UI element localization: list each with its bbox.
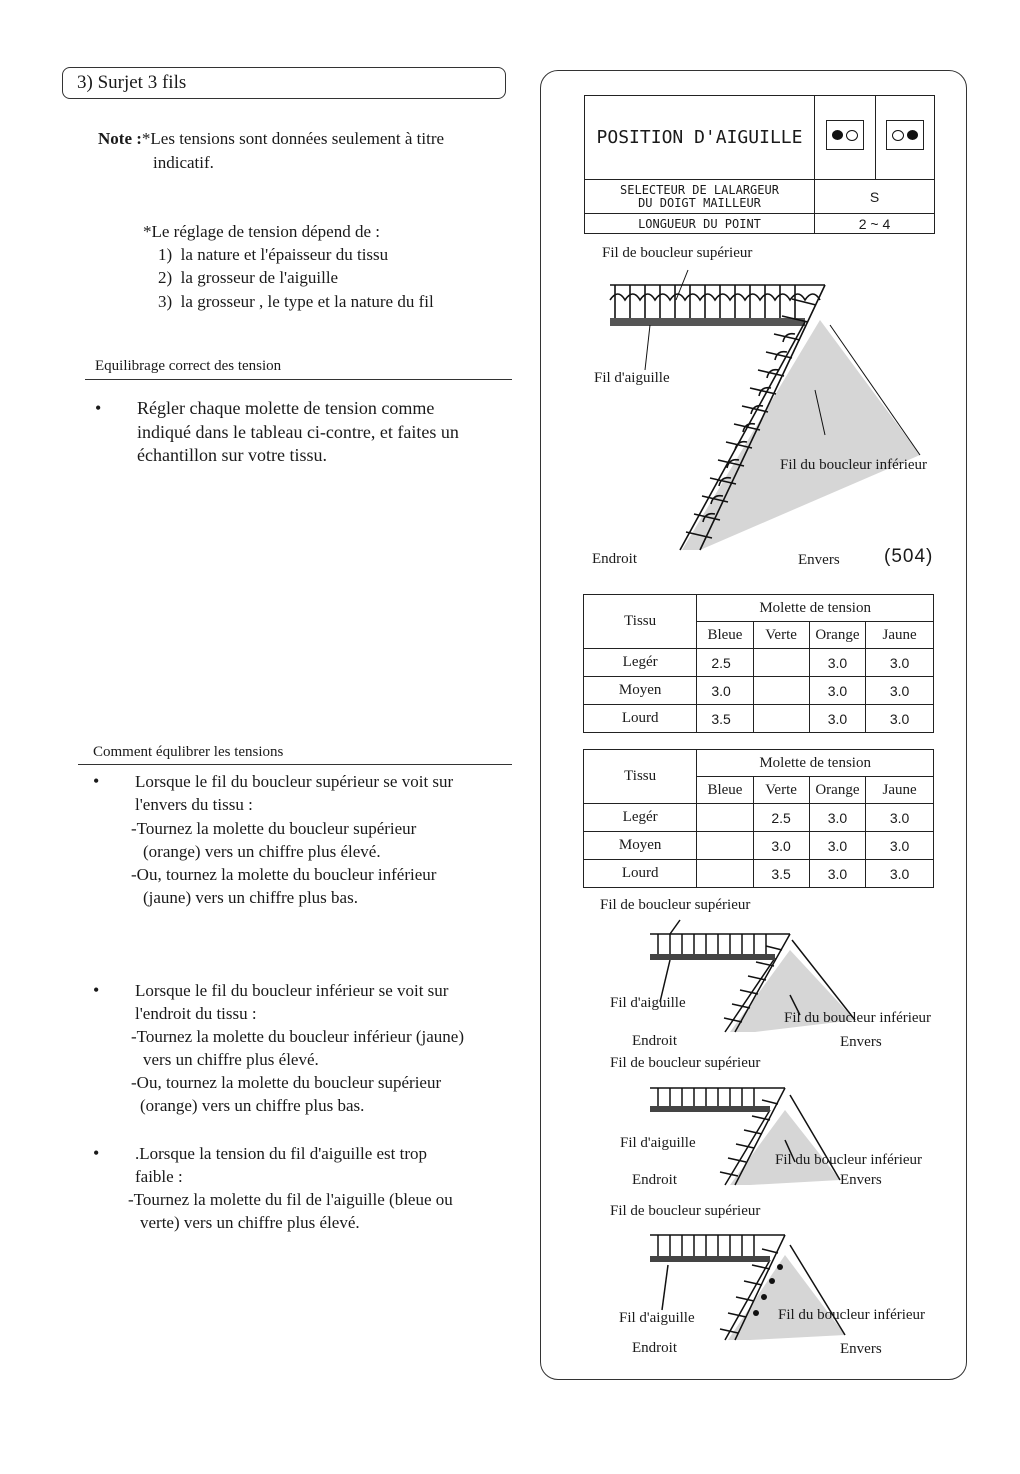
t1-cell [753,705,809,733]
t2-cell: 3.0 [866,832,934,860]
comment-b3-line-2: faible : [135,1167,183,1186]
equilibrage-line-1: Régler chaque molette de tension comme [137,398,435,418]
t1-col-bleue: Bleue [697,622,753,649]
needle-left-cell [815,96,876,180]
table-row [584,677,934,705]
main-needle-line [610,318,805,326]
equilibrage-heading: Equilibrage correct des tension [95,358,282,374]
small2-label-endroit: Endroit [632,1172,677,1188]
tension-table-1 [583,594,934,733]
t1-cell [753,649,809,677]
t1-cell: 3.0 [809,677,866,705]
small1-label-upper: Fil de boucleur supérieur [600,897,751,913]
t2-cell: 3.0 [753,832,809,860]
main-seam-horizontal [610,285,825,322]
table-row [584,649,934,677]
equilibrage-line-3: échantillon sur votre tissu. [137,445,327,465]
small2-label-lower: Fil du boucleur inférieur [775,1152,923,1168]
reglage-item-2-num: 2) [158,268,173,287]
needle-right-cell [876,96,935,180]
table-row [584,705,934,733]
main-label-lower: Fil du boucleur inférieur [780,457,928,473]
t2-row-name: Moyen [584,832,697,860]
longueur-label: LONGUEUR DU POINT [585,214,815,234]
selecteur-label [585,180,815,214]
comment-b2-line-2: l'endroit du tissu : [135,1004,257,1023]
longueur-value: 2 ~ 4 [815,214,935,234]
comment-b3-line-4: verte) vers un chiffre plus élevé. [140,1213,360,1232]
small2-label-needle: Fil d'aiguille [620,1135,696,1151]
t2-cell: 3.0 [809,860,866,888]
main-label-envers: Envers [798,552,840,568]
small2-label-upper: Fil de boucleur supérieur [610,1055,761,1071]
equilibrage-rule [85,379,512,380]
selecteur-label-2: DU DOIGT MAILLEUR [638,195,761,210]
t2-cell: 3.0 [866,860,934,888]
needle-right-position-icon [886,120,924,150]
small1-label-endroit: Endroit [632,1033,677,1049]
comment-b2-line-5: -Ou, tournez la molette du boucleur supérieur [131,1073,442,1092]
t2-row-name: Lourd [584,860,697,888]
selecteur-label-1: SELECTEUR DE LALARGEUR [620,182,779,197]
t1-cell: 3.0 [866,649,934,677]
t2-tissu-header: Tissu [584,750,697,804]
comment-b1-line-3: -Tournez la molette du boucleur supérieur [131,819,417,838]
t1-cell: 3.5 [697,705,753,733]
t1-molette-header: Molette de tension [697,595,934,622]
comment-b2-line-6: (orange) vers un chiffre plus bas. [140,1096,365,1115]
t2-cell [697,804,753,832]
reglage-item-2 [158,266,338,289]
small3-label-needle: Fil d'aiguille [619,1310,695,1326]
reglage-intro: *Le réglage de tension dépend de : [143,222,380,241]
reglage-item-1 [158,243,388,266]
comment-b1-line-5: -Ou, tournez la molette du boucleur inférieur [131,865,437,884]
small2-label-envers: Envers [840,1172,882,1188]
small1-label-envers: Envers [840,1034,882,1050]
table-row [584,804,934,832]
t2-cell: 3.5 [753,860,809,888]
t2-col-orange: Orange [809,777,866,804]
comment-bullet-1: • [93,771,100,791]
t2-cell: 2.5 [753,804,809,832]
comment-b1-line-1: Lorsque le fil du boucleur supérieur se voit sur [135,772,454,791]
table-row [584,832,934,860]
t1-col-verte: Verte [753,622,809,649]
comment-rule [78,764,512,765]
t1-row-name: Moyen [584,677,697,705]
note-line-2: indicatif. [153,153,214,172]
t1-cell: 3.0 [697,677,753,705]
t2-molette-header: Molette de tension [697,750,934,777]
main-stitch-diagram [590,270,930,560]
t2-col-bleue: Bleue [697,777,753,804]
reglage-item-3-text: la grosseur , le type et la nature du fil [180,292,434,311]
equilibrage-line-2: indiqué dans le tableau ci-contre, et faites un [137,422,459,442]
t1-col-jaune: Jaune [866,622,934,649]
needle-position-title: POSITION D'AIGUILLE [585,96,815,180]
t1-cell: 3.0 [809,649,866,677]
comment-heading: Comment équlibrer les tensions [93,744,284,760]
comment-b1-line-2: l'envers du tissu : [135,795,253,814]
small-stitch-diagram-3 [640,1225,900,1350]
section-title-box [62,67,506,99]
t1-cell: 2.5 [697,649,753,677]
t2-cell: 3.0 [809,832,866,860]
main-label-endroit: Endroit [592,551,637,567]
main-label-upper: Fil de boucleur supérieur [602,245,753,261]
equilibrage-bullet: • [95,398,102,418]
t2-row-name: Legér [584,804,697,832]
reglage-item-2-text: la grosseur de l'aiguille [180,268,339,287]
t2-cell: 3.0 [809,804,866,832]
t1-col-orange: Orange [809,622,866,649]
comment-b2-line-3: -Tournez la molette du boucleur inférieur (jaune) [131,1027,464,1046]
small3-label-endroit: Endroit [632,1340,677,1356]
main-label-needle: Fil d'aiguille [594,370,670,386]
small1-label-lower: Fil du boucleur inférieur [784,1010,932,1026]
reglage-item-3-num: 3) [158,292,173,311]
reglage-item-1-num: 1) [158,245,173,264]
reglage-item-3 [158,290,434,313]
reglage-item-1-text: la nature et l'épaisseur du tissu [180,245,389,264]
small3-label-envers: Envers [840,1341,882,1357]
t1-cell [753,677,809,705]
comment-b2-line-4: vers un chiffre plus élevé. [143,1050,319,1069]
small3-label-upper: Fil de boucleur supérieur [610,1203,761,1219]
t1-row-name: Lourd [584,705,697,733]
comment-b1-line-4: (orange) vers un chiffre plus élevé. [143,842,381,861]
note-label: Note : [98,129,142,148]
comment-b2-line-1: Lorsque le fil du boucleur inférieur se voit sur [135,981,449,1000]
needle-left-position-icon [826,120,864,150]
small1-label-needle: Fil d'aiguille [610,995,686,1011]
comment-b1-line-6: (jaune) vers un chiffre plus bas. [143,888,358,907]
t2-col-jaune: Jaune [866,777,934,804]
selecteur-value: S [815,180,935,214]
comment-bullet-3: • [93,1143,100,1163]
t2-cell [697,832,753,860]
t2-col-verte: Verte [753,777,809,804]
needle-position-table [584,95,935,234]
tension-table-2 [583,749,934,888]
t2-cell: 3.0 [866,804,934,832]
note-text-1: *Les tensions sont données seulement à titre [141,129,445,148]
comment-b3-line-3: -Tournez la molette du fil de l'aiguille (bleue ou [128,1190,453,1209]
t1-cell: 3.0 [809,705,866,733]
comment-bullet-2: • [93,980,100,1000]
small3-label-lower: Fil du boucleur inférieur [778,1307,926,1323]
main-fabric-shading [682,320,920,550]
t2-cell [697,860,753,888]
t1-row-name: Legér [584,649,697,677]
section-title: 3) Surjet 3 fils [77,72,187,93]
stitch-code: (504) [884,546,934,567]
comment-b3-line-1: .Lorsque la tension du fil d'aiguille est trop [135,1144,428,1163]
note-line-1 [98,127,444,150]
t1-cell: 3.0 [866,705,934,733]
table-row [584,860,934,888]
t1-cell: 3.0 [866,677,934,705]
t1-tissu-header: Tissu [584,595,697,649]
